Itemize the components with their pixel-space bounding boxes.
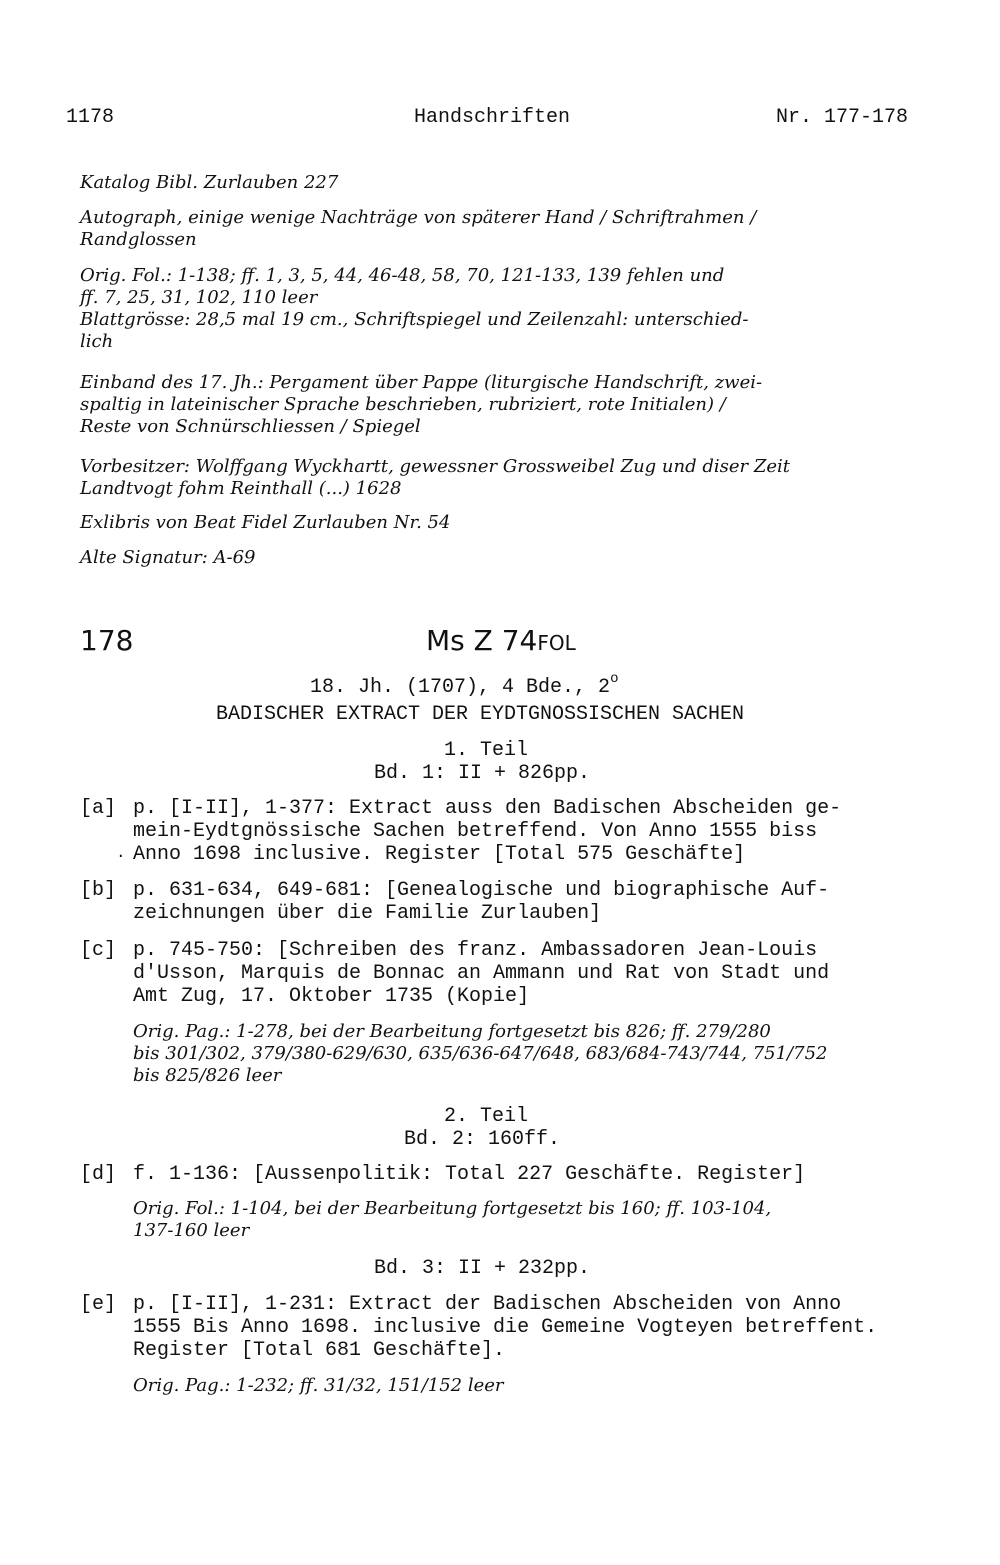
item-tag: [b]	[80, 879, 117, 902]
dating-text: 18. Jh. (1707), 4 Bde., 2	[310, 676, 611, 699]
text-line: Autograph, einige wenige Nachträge von späterer Hand / Schriftrahmen /	[80, 207, 757, 228]
stray-dot: ·	[116, 847, 126, 865]
binding-note	[80, 372, 762, 438]
text-line: Landtvogt fohm Reinthall (...) 1628	[80, 478, 402, 499]
text-line: 1555 Bis Anno 1698. inclusive die Gemeine Vogteyen betreffent.	[133, 1316, 878, 1339]
item-tag: [c]	[80, 939, 117, 962]
text-line: bis 301/302, 379/380-629/630, 635/636-647/648, 683/684-743/744, 751/752	[133, 1043, 828, 1064]
dating-line	[310, 668, 618, 699]
pagination-note-3	[133, 1375, 504, 1397]
work-title: BADISCHER EXTRACT DER EYDTGNOSSISCHEN SACHEN	[215, 703, 745, 726]
text-line: spaltig in lateinischer Sprache beschrieben, rubriziert, rote Initialen) /	[80, 394, 726, 415]
text-line: Einband des 17. Jh.: Pergament über Pappe (liturgische Handschrift, zwei-	[80, 372, 763, 393]
text-line: zeichnungen über die Familie Zurlauben]	[133, 902, 602, 925]
part2-heading: 2. Teil	[443, 1105, 528, 1128]
text-line: Blattgrösse: 28,5 mal 19 cm., Schriftspiegel und Zeilenzahl: unterschied-	[80, 309, 749, 330]
format-superscript: o	[610, 671, 619, 687]
text-line: f. 1-136: [Aussenpolitik: Total 227 Geschäfte. Register]	[133, 1163, 806, 1186]
provenance-note	[80, 456, 790, 500]
item-tag: [a]	[80, 797, 117, 820]
text-line: Orig. Fol.: 1-104, bei der Bearbeitung fortgesetzt bis 160; ff. 103-104,	[133, 1198, 772, 1219]
shelfmark	[426, 626, 576, 656]
text-line: Orig. Pag.: 1-232; ff. 31/32, 151/152 leer	[133, 1375, 504, 1396]
text-line: Randglossen	[80, 229, 197, 250]
autograph-note	[80, 207, 756, 251]
text-line: Amt Zug, 17. Oktober 1735 (Kopie]	[133, 985, 530, 1008]
item-tag: [e]	[80, 1293, 117, 1316]
volume1-heading: Bd. 1: II + 826pp.	[373, 762, 591, 785]
exlibris-note: Exlibris von Beat Fidel Zurlauben Nr. 54	[80, 512, 451, 533]
text-line: p. 745-750: [Schreiben des franz. Ambassadoren Jean-Louis	[133, 939, 818, 962]
foliation-note	[80, 265, 748, 353]
text-line: p. [I-II], 1-377: Extract auss den Badischen Abscheiden ge-	[133, 797, 842, 820]
text-line: d'Usson, Marquis de Bonnac an Ammann und Rat von Stadt und	[133, 962, 830, 985]
foliation-note-2	[133, 1198, 771, 1242]
item-c	[133, 939, 829, 1008]
catalog-reference: Katalog Bibl. Zurlauben 227	[80, 172, 339, 193]
running-title: Handschriften	[414, 106, 571, 129]
text-line: p. 631-634, 649-681: [Genealogische und biographische Auf-	[133, 879, 830, 902]
text-line: Orig. Pag.: 1-278, bei der Bearbeitung fortgesetzt bis 826; ff. 279/280	[133, 1021, 771, 1042]
text-line: Anno 1698 inclusive. Register [Total 575 Geschäfte]	[133, 843, 746, 866]
text-line: p. [I-II], 1-231: Extract der Badischen Abscheiden von Anno	[133, 1293, 842, 1316]
text-line: Reste von Schnürschliessen / Spiegel	[80, 416, 421, 437]
item-d	[133, 1163, 805, 1186]
text-line: Register [Total 681 Geschäfte].	[133, 1339, 506, 1362]
entry-number: 178	[80, 624, 134, 657]
text-line: ff. 7, 25, 31, 102, 110 leer	[80, 287, 318, 308]
volume2-heading: Bd. 2: 160ff.	[403, 1128, 561, 1151]
shelfmark-text: Ms Z 74	[426, 624, 538, 657]
pagination-note-1	[133, 1021, 827, 1087]
item-tag: [d]	[80, 1163, 117, 1186]
part1-heading: 1. Teil	[443, 739, 528, 762]
text-line: mein-Eydtgnössische Sachen betreffend. Von Anno 1555 biss	[133, 820, 818, 843]
page-number: 1178	[66, 106, 115, 129]
item-b	[133, 879, 829, 925]
item-e	[133, 1293, 877, 1362]
text-line: bis 825/826 leer	[133, 1065, 282, 1086]
text-line: Orig. Fol.: 1-138; ff. 1, 3, 5, 44, 46-48, 58, 70, 121-133, 139 fehlen und	[80, 265, 725, 286]
shelfmark-format: FOL	[537, 631, 576, 655]
old-signature: Alte Signatur: A-69	[80, 547, 256, 568]
text-line: Vorbesitzer: Wolffgang Wyckhartt, gewessner Grossweibel Zug und diser Zeit	[80, 456, 790, 477]
text-line: 137-160 leer	[133, 1220, 250, 1241]
text-line: lich	[80, 331, 114, 352]
entry-range: Nr. 177-178	[776, 106, 909, 129]
volume3-heading: Bd. 3: II + 232pp.	[373, 1257, 591, 1280]
item-a	[133, 797, 841, 866]
